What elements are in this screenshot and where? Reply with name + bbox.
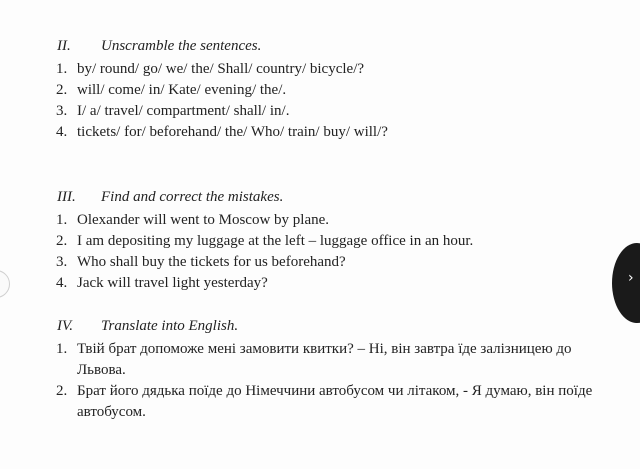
item-number: 1. [56, 212, 68, 228]
list-item [0, 231, 600, 252]
section-numeral: II. [57, 38, 71, 54]
item-number: 4. [56, 124, 68, 140]
list-item [0, 122, 600, 143]
section-heading [0, 38, 600, 59]
item-text: Jack will travel light yesterday? [77, 275, 268, 291]
section-title: Find and correct the mistakes. [101, 189, 284, 205]
list-item [0, 339, 600, 381]
section-translate [0, 318, 600, 423]
exercise-list [0, 59, 600, 143]
item-text: Твій брат допоможе мені замовити квитки? – Ні, він завтра їде залізницею до Львова. [77, 341, 572, 378]
item-text: by/ round/ go/ we/ the/ Shall/ country/ bicycle/? [77, 61, 365, 77]
section-title: Unscramble the sentences. [101, 38, 262, 54]
item-text: Olexander will went to Moscow by plane. [77, 212, 330, 228]
item-text: I am depositing my luggage at the left – luggage office in an hour. [77, 233, 474, 249]
list-item [0, 59, 600, 80]
item-number: 4. [56, 275, 68, 291]
exercise-list [0, 339, 600, 423]
item-number: 2. [56, 233, 68, 249]
list-item [0, 80, 600, 101]
list-item [0, 273, 600, 294]
list-item [0, 381, 600, 423]
item-number: 2. [56, 383, 68, 399]
item-text: Who shall buy the tickets for us beforehand? [77, 254, 346, 270]
section-title: Translate into English. [101, 318, 239, 334]
section-unscramble [0, 38, 600, 143]
item-number: 3. [56, 103, 68, 119]
item-text: Брат його дядька поїде до Німеччини автобусом чи літаком, - Я думаю, він поїде автобусом. [77, 383, 593, 420]
list-item [0, 101, 600, 122]
section-find-mistakes [0, 189, 600, 294]
exercise-list [0, 210, 600, 294]
item-number: 1. [56, 61, 68, 77]
item-number: 3. [56, 254, 68, 270]
section-numeral: IV. [57, 318, 73, 334]
section-heading [0, 189, 600, 210]
item-text: will/ come/ in/ Kate/ evening/ the/. [77, 82, 287, 98]
list-item [0, 252, 600, 273]
item-number: 1. [56, 341, 68, 357]
section-numeral: III. [57, 189, 76, 205]
item-text: tickets/ for/ beforehand/ the/ Who/ train/ buy/ will/? [77, 124, 388, 140]
list-item [0, 210, 600, 231]
chevron-right-icon: › [628, 270, 634, 286]
section-heading [0, 318, 600, 339]
item-number: 2. [56, 82, 68, 98]
item-text: I/ a/ travel/ compartment/ shall/ in/. [77, 103, 290, 119]
